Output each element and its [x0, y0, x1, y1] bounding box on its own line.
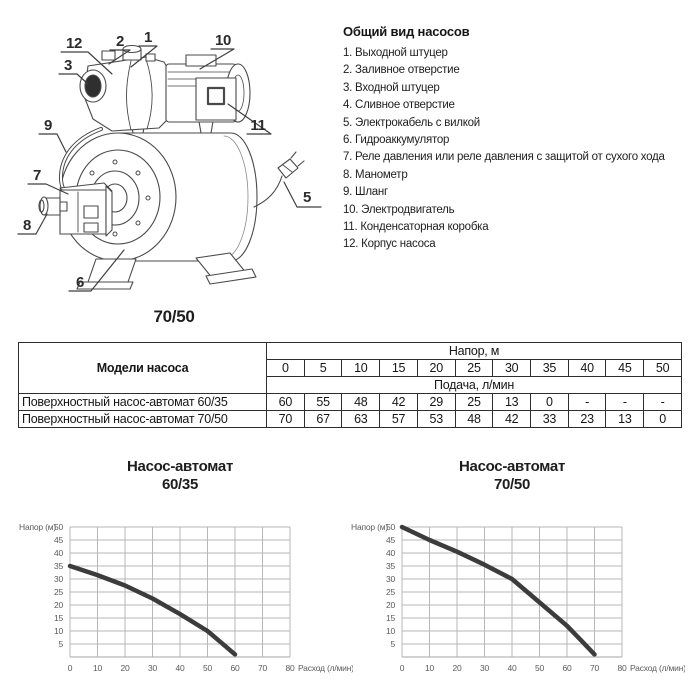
callout-6: 6	[75, 274, 85, 291]
table-value-cell: 25	[455, 394, 493, 411]
legend-item: 8. Манометр	[343, 168, 408, 181]
table-row	[19, 394, 682, 411]
table-value-cell: 55	[304, 394, 342, 411]
table-value-cell: 67	[304, 411, 342, 428]
callout-9: 9	[43, 117, 53, 134]
table-value-cell: 29	[417, 394, 455, 411]
chart-title: Насос-автомат	[459, 458, 565, 475]
y-tick-label: 35	[53, 561, 63, 571]
callout-11: 11	[250, 117, 266, 134]
x-tick-label: 60	[562, 663, 572, 673]
callout-10: 10	[214, 32, 232, 49]
table-value-cell: 0	[644, 411, 682, 428]
y-tick-label: 20	[53, 600, 63, 610]
power-plug	[254, 152, 304, 207]
table-head-value: 35	[531, 360, 569, 377]
y-tick-label: 40	[385, 548, 395, 558]
table-head-value: 50	[644, 360, 682, 377]
table-head-value: 45	[606, 360, 644, 377]
table-value-cell: 33	[531, 411, 569, 428]
electric-motor	[166, 55, 250, 122]
y-tick-label: 50	[53, 522, 63, 532]
callout-2: 2	[115, 33, 125, 50]
x-tick-label: 60	[230, 663, 240, 673]
chart-canvas	[347, 455, 685, 693]
table-value-cell: 42	[493, 411, 531, 428]
table-head-value: 30	[493, 360, 531, 377]
table-value-cell: 23	[568, 411, 606, 428]
pressure-switch	[60, 183, 112, 236]
callout-5: 5	[302, 189, 312, 206]
table-value-cell: 53	[417, 411, 455, 428]
y-tick-label: 15	[385, 613, 395, 623]
chart-subtitle: 70/50	[493, 476, 531, 493]
y-tick-label: 5	[390, 639, 395, 649]
capacitor-box	[196, 78, 236, 120]
x-tick-label: 20	[452, 663, 462, 673]
x-tick-label: 80	[285, 663, 295, 673]
table-head-value: 10	[342, 360, 380, 377]
x-tick-label: 10	[92, 663, 103, 673]
x-tick-label: 20	[120, 663, 130, 673]
x-tick-label: 70	[257, 663, 268, 673]
legend-item: 11. Конденсаторная коробка	[343, 221, 489, 234]
chart-canvas	[15, 455, 353, 693]
table-value-cell: 57	[380, 411, 418, 428]
y-tick-label: 35	[385, 561, 395, 571]
y-tick-label: 25	[385, 587, 395, 597]
callout-3: 3	[63, 57, 73, 74]
table-row	[19, 411, 682, 428]
y-tick-label: 40	[53, 548, 63, 558]
x-tick-label: 10	[424, 663, 435, 673]
legend-item: 10. Электродвигатель	[343, 203, 455, 216]
legend-item: 2. Заливное отверстие	[343, 64, 460, 77]
table-head-value: 25	[455, 360, 493, 377]
x-tick-label: 50	[534, 663, 545, 673]
pump-curve-chart-70-50	[347, 455, 685, 693]
table-head-value: 0	[267, 360, 305, 377]
y-tick-label: 30	[385, 574, 395, 584]
callout-7: 7	[32, 167, 42, 184]
table-group-header: Напор, м	[267, 343, 682, 360]
y-tick-label: 20	[385, 600, 395, 610]
pump-curve-chart-60-35	[15, 455, 353, 693]
spec-table-section	[18, 342, 682, 428]
y-tick-label: 10	[53, 626, 63, 636]
table-model-cell: Поверхностный насос-автомат 70/50	[19, 411, 267, 428]
x-tick-label: 40	[175, 663, 185, 673]
y-tick-label: 25	[53, 587, 63, 597]
callout-12: 12	[65, 35, 83, 52]
table-value-cell: 63	[342, 411, 380, 428]
table-value-cell: 70	[267, 411, 305, 428]
table-model-header: Модели насоса	[19, 343, 267, 394]
diagram-caption: 70/50	[153, 307, 195, 326]
table-model-cell: Поверхностный насос-автомат 60/35	[19, 394, 267, 411]
table-value-cell: 13	[493, 394, 531, 411]
legend-items	[343, 45, 695, 254]
callout-1: 1	[143, 29, 153, 46]
y-tick-label: 50	[385, 522, 395, 532]
x-axis-label: Расход (л/мин)	[298, 663, 353, 673]
pump-diagram-drawing	[0, 0, 340, 340]
table-value-cell: -	[568, 394, 606, 411]
legend-item: 1. Выходной штуцер	[343, 47, 448, 59]
x-tick-label: 70	[589, 663, 600, 673]
y-axis-label: Напор (м)	[19, 522, 56, 532]
legend-item: 5. Электрокабель с вилкой	[343, 116, 480, 129]
y-tick-label: 15	[53, 613, 63, 623]
y-tick-label: 45	[385, 535, 395, 545]
pump-housing	[80, 46, 171, 132]
x-tick-label: 80	[617, 663, 627, 673]
x-tick-label: 30	[479, 663, 490, 673]
y-tick-label: 30	[53, 574, 63, 584]
table-head-value: 40	[568, 360, 606, 377]
priming-plug	[102, 51, 115, 60]
x-tick-label: 30	[147, 663, 158, 673]
table-value-cell: -	[606, 394, 644, 411]
y-tick-label: 10	[385, 626, 395, 636]
table-value-cell: -	[644, 394, 682, 411]
pump-spec-table	[18, 342, 682, 428]
table-head-value: 20	[417, 360, 455, 377]
table-value-cell: 0	[531, 394, 569, 411]
legend-item: 9. Шланг	[343, 186, 388, 199]
table-value-cell: 60	[267, 394, 305, 411]
table-subgroup-header: Подача, л/мин	[267, 377, 682, 394]
legend-title: Общий вид насосов	[343, 24, 470, 39]
table-value-cell: 48	[342, 394, 380, 411]
legend-item: 12. Корпус насоса	[343, 238, 436, 251]
callout-8: 8	[22, 217, 32, 234]
legend-item: 7. Реле давления или реле давления с защитой от сухого хода	[343, 151, 665, 164]
x-axis-label: Расход (л/мин)	[630, 663, 685, 673]
y-tick-label: 5	[58, 639, 63, 649]
table-value-cell: 48	[455, 411, 493, 428]
x-tick-label: 50	[202, 663, 213, 673]
chart-subtitle: 60/35	[161, 476, 199, 493]
x-tick-label: 0	[67, 663, 73, 673]
y-axis-label: Напор (м)	[351, 522, 388, 532]
inlet-port	[80, 70, 106, 102]
chart-title: Насос-автомат	[127, 458, 233, 475]
legend-item: 4. Сливное отверстие	[343, 99, 455, 112]
legend-item: 3. Входной штуцер	[343, 81, 440, 94]
table-head-value: 15	[380, 360, 418, 377]
pump-curve	[402, 527, 595, 654]
table-value-cell: 42	[380, 394, 418, 411]
y-tick-label: 45	[53, 535, 63, 545]
legend-item: 6. Гидроаккумулятор	[343, 134, 450, 147]
x-tick-label: 0	[399, 663, 405, 673]
x-tick-label: 40	[507, 663, 517, 673]
table-head-value: 5	[304, 360, 342, 377]
parts-legend	[343, 24, 695, 254]
table-value-cell: 13	[606, 411, 644, 428]
pump-diagram	[0, 0, 340, 340]
